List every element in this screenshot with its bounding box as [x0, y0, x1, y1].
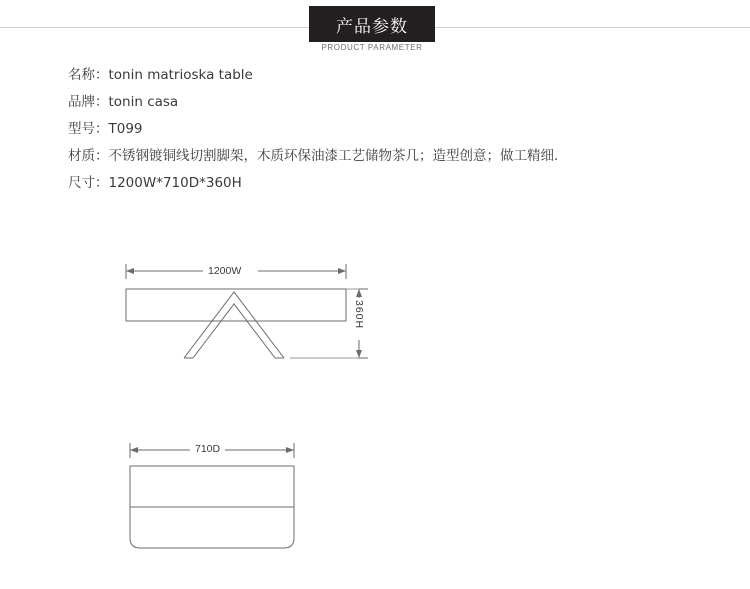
top-view-body: [130, 466, 294, 548]
header-title-box: [309, 6, 435, 42]
front-view-height-dimension: [352, 289, 368, 358]
front-view-width-label: 1200W: [208, 265, 242, 277]
spec-row-size: 尺寸：1200W*710D*360H: [68, 175, 242, 191]
front-view-height-label: 360H: [353, 300, 365, 330]
front-view-width-dimension: [126, 264, 346, 279]
spec-row-model: 型号：T099: [68, 121, 143, 137]
front-view-tabletop: [126, 289, 346, 321]
header-banner: [0, 0, 750, 56]
page-title: 产品参数: [336, 16, 408, 37]
spec-list: [68, 62, 708, 197]
page-subtitle: PRODUCT PARAMETER: [321, 43, 423, 52]
spec-row-brand: 品牌：tonin casa: [68, 94, 179, 110]
top-view-depth-dimension: [130, 443, 294, 458]
front-view-legs: [184, 292, 284, 358]
spec-row-material: 材质：不锈钢镀铜线切割脚架，木质环保油漆工艺储物茶几；造型创意；做工精细.: [68, 148, 559, 164]
top-view-depth-label: 710D: [195, 443, 221, 455]
spec-row-name: 名称：tonin matrioska table: [68, 67, 253, 83]
